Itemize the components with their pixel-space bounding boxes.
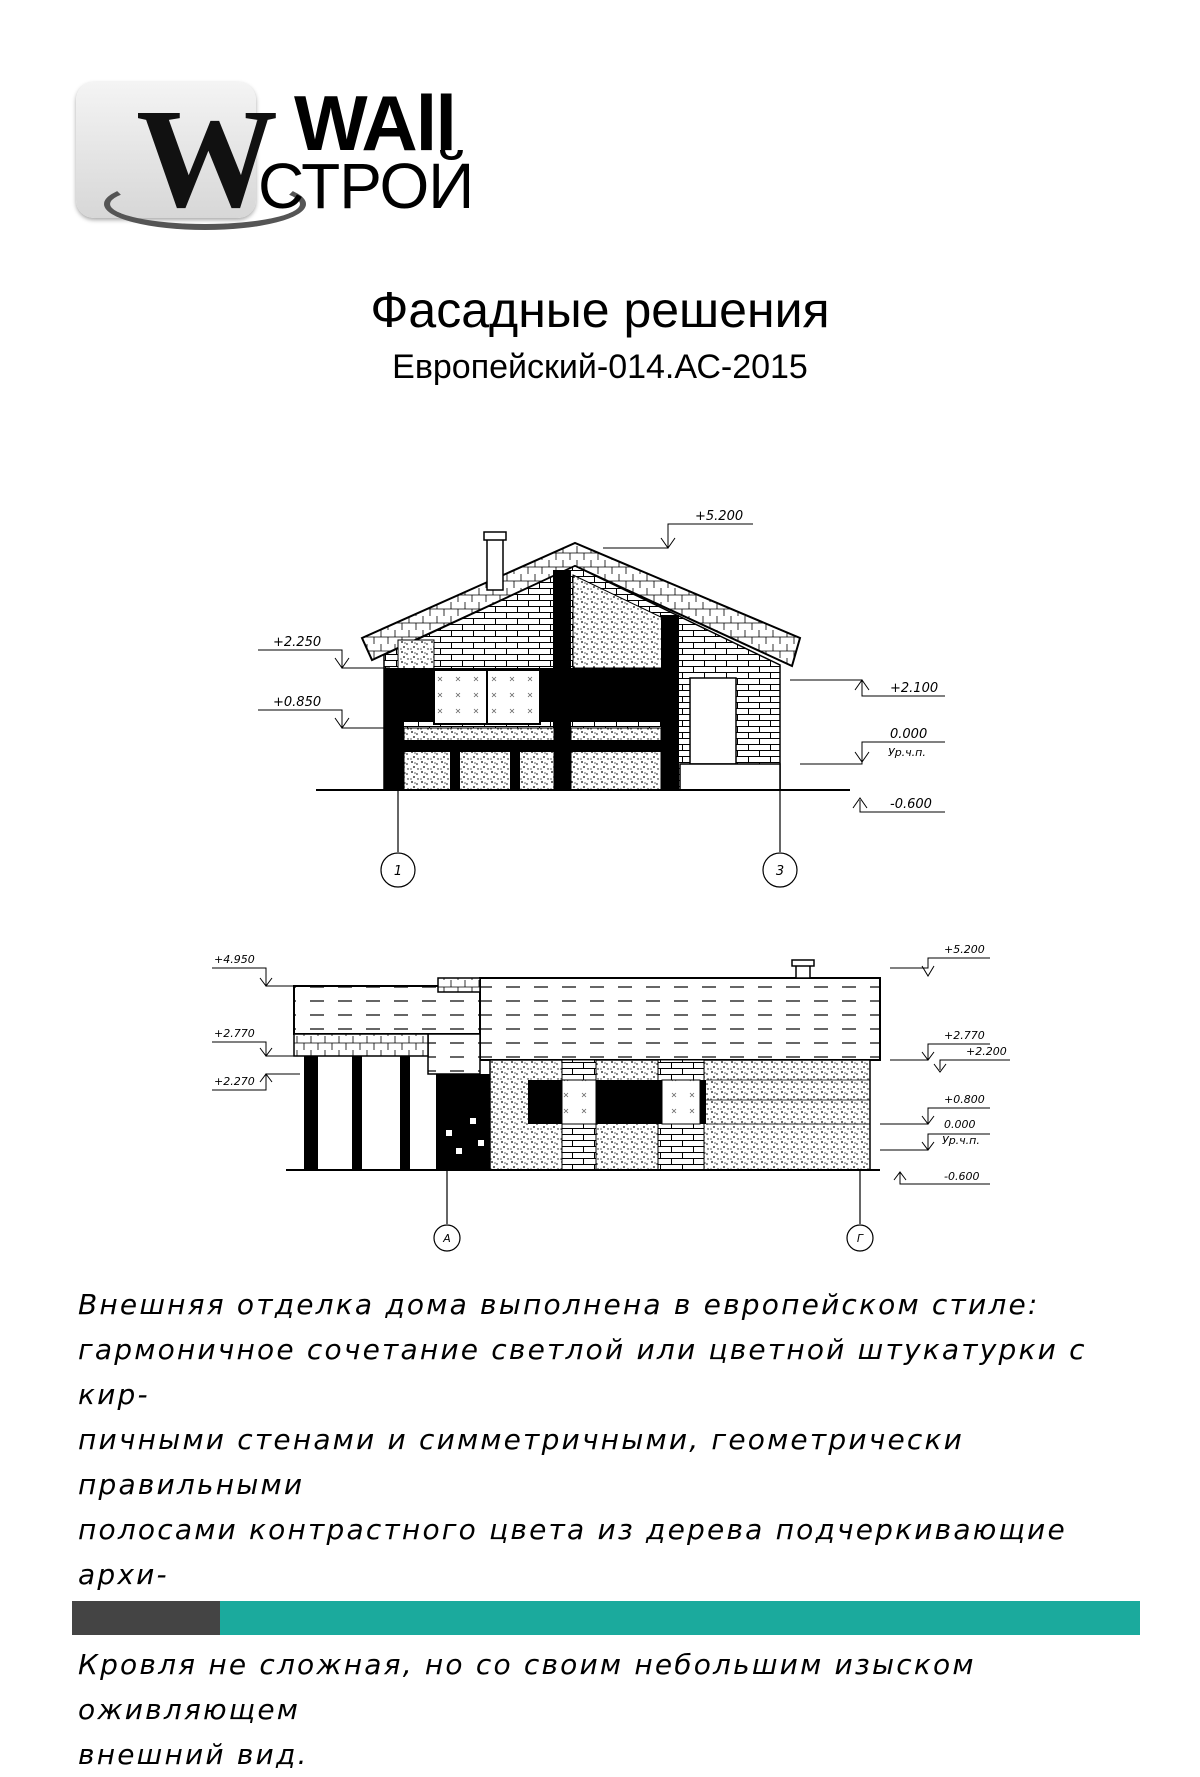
side-level-l3: +2.270 — [214, 1075, 255, 1088]
side-level-r2: +2.200 — [966, 1045, 1007, 1058]
logo-text-stroy: СТРОЙ — [258, 150, 474, 222]
side-level-l1: +4.950 — [214, 953, 255, 966]
side-axis-left: А — [443, 1232, 451, 1245]
level-l1: +2.250 — [273, 635, 322, 650]
description-line: Кровля не сложная, но со своим небольшим изыском оживляющем — [78, 1648, 976, 1726]
axis-label-left: 1 — [393, 864, 403, 879]
description-line: полосами контрастного цвета из дерева подчеркивающие архи- — [78, 1513, 1067, 1591]
level-zero-note: Ур.ч.п. — [888, 746, 926, 759]
description-line: внешний вид. — [78, 1738, 309, 1771]
axis-label-right: 3 — [775, 864, 785, 879]
roof-left — [294, 986, 480, 1034]
description-line: гармоничное сочетание светлой или цветной штукатурки с кир- — [78, 1333, 1087, 1411]
roof-main — [480, 978, 880, 1060]
facade-front — [258, 524, 945, 887]
page-subtitle: Европейский-014.АС-2015 — [392, 348, 808, 386]
side-level-zero: 0.000 — [944, 1118, 976, 1131]
side-level-l2: +2.770 — [214, 1027, 255, 1040]
description-line: Внешняя отделка дома выполнена в европейском стиле: — [78, 1288, 1040, 1321]
level-ridge: +5.200 — [695, 509, 744, 524]
description-line: пичными стенами и симметричными, геометрически правильными — [78, 1423, 964, 1501]
facade-side — [212, 958, 1010, 1251]
footer-bar-dark — [72, 1601, 220, 1635]
level-l2: +0.850 — [273, 695, 322, 710]
logo-mark: W — [136, 79, 278, 237]
side-level-r3: +0.800 — [944, 1093, 985, 1106]
side-level-zero-note: Ур.ч.п. — [942, 1134, 980, 1147]
side-level-ridge: +5.200 — [944, 943, 985, 956]
description-text — [78, 1282, 1128, 1777]
footer-bar-teal — [220, 1601, 1140, 1635]
side-axis-right: Г — [856, 1232, 864, 1245]
page-title: Фасадные решения — [370, 282, 830, 338]
level-ground: -0.600 — [890, 797, 932, 812]
logo-text-wall: WAll — [294, 79, 455, 167]
side-level-ground: -0.600 — [944, 1170, 980, 1183]
side-level-r1: +2.770 — [944, 1029, 985, 1042]
level-r1: +2.100 — [890, 681, 939, 696]
level-zero: 0.000 — [890, 727, 928, 742]
